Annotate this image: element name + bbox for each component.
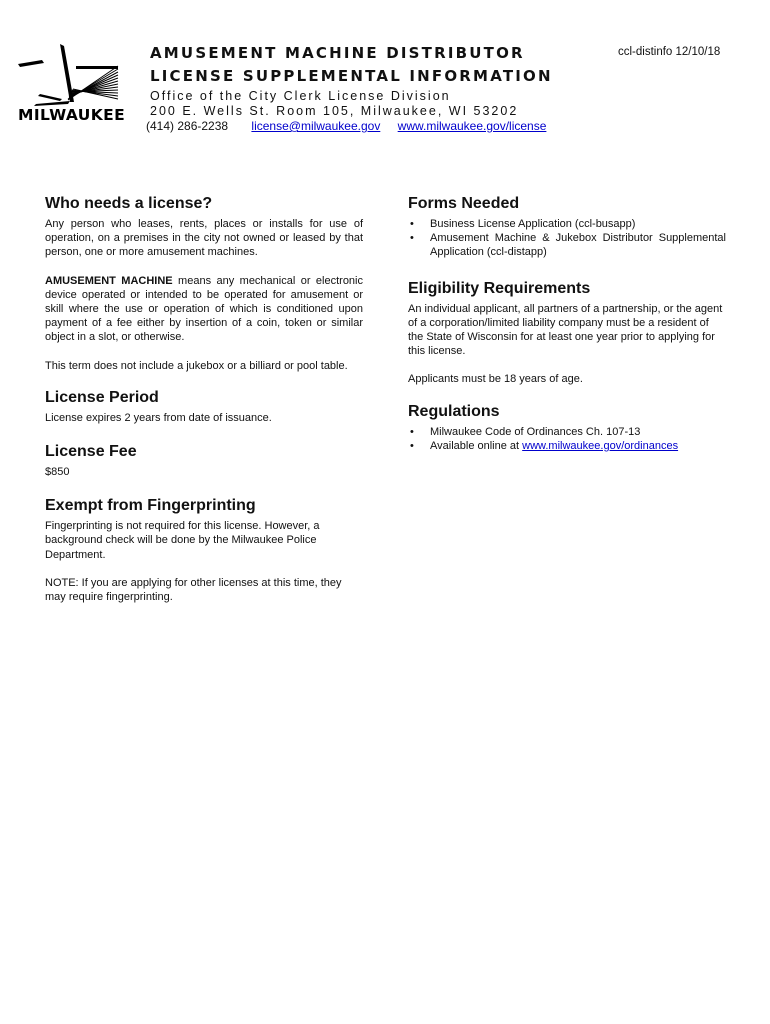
forms-needed-heading: Forms Needed [408,195,520,212]
forms-list [408,217,726,260]
contact-line [146,119,546,133]
regulations-heading: Regulations [408,402,500,420]
license-period-heading: License Period [45,388,159,406]
list-item [408,439,726,453]
list-item: • Milwaukee Code of Ordinances Ch. 107-13 [408,425,726,439]
who-needs-text: Any person who leases, rents, places or installs for use of operation, on a premises in the city not owned or leased by that person, one or more amusement machines. [45,218,363,259]
logo-wordmark: MILWAUKEE [18,106,126,124]
ordinances-link[interactable]: www.milwaukee.gov/ordinances [522,439,679,452]
website-link[interactable]: www.milwaukee.gov/license [397,119,547,133]
milwaukee-logo-icon [16,44,126,108]
age-requirement-text: Applicants must be 18 years of age. [408,373,583,386]
license-fee-heading: License Fee [45,443,137,461]
regulations-list [408,425,726,453]
office-address: 200 E. Wells St. Room 105, Milwaukee, WI 53202 [150,104,519,118]
title-line-2: LICENSE SUPPLEMENTAL INFORMATION [150,67,553,85]
right-column [408,195,726,453]
left-column [45,195,363,604]
exempt-heading: Exempt from Fingerprinting [45,497,256,515]
amusement-machine-term: AMUSEMENT MACHINE [45,274,173,287]
milwaukee-logo [16,44,126,128]
list-item: • Business License Application (ccl-busapp) [408,217,726,231]
eligibility-text: An individual applicant, all partners of a partnership, or the agent of a corporation/limited liability company must be a resident of the State of Wisconsin for at least one year prior to applying for this license. [408,302,723,358]
office-name: Office of the City Clerk License Division [150,89,451,103]
exempt-text: Fingerprinting is not required for this license. However, a background check will be done by the Milwaukee Police Department. [45,520,320,561]
title-line-1: AMUSEMENT MACHINE DISTRIBUTOR [150,44,525,62]
who-needs-heading: Who needs a license? [45,195,213,212]
license-period-text: License expires 2 years from date of issuance. [45,411,272,424]
eligibility-heading: Eligibility Requirements [408,279,591,297]
regulations-online-text: Available online at [430,439,523,452]
amusement-machine-text: means any mechanical or electronic device operated or intended to be operated for amusement or skill where the use or operation of which is conditioned upon payment of a fee either by insertion of a coin, token or similar object in a slot, or otherwise. [45,274,363,344]
note-text: NOTE: If you are applying for other licenses at this time, they may require fingerprinting. [45,576,342,604]
phone-number: (414) 286-2238 [146,119,229,133]
email-link[interactable]: license@milwaukee.gov [251,119,381,133]
amusement-machine-definition [45,274,363,345]
list-item: • Amusement Machine & Jukebox Distributor Supplemental Application (ccl-distapp) [408,231,726,259]
exclusion-text: This term does not include a jukebox or a billiard or pool table. [45,359,348,372]
license-fee-text: $850 [45,466,70,479]
document-code: ccl-distinfo 12/10/18 [618,46,721,58]
